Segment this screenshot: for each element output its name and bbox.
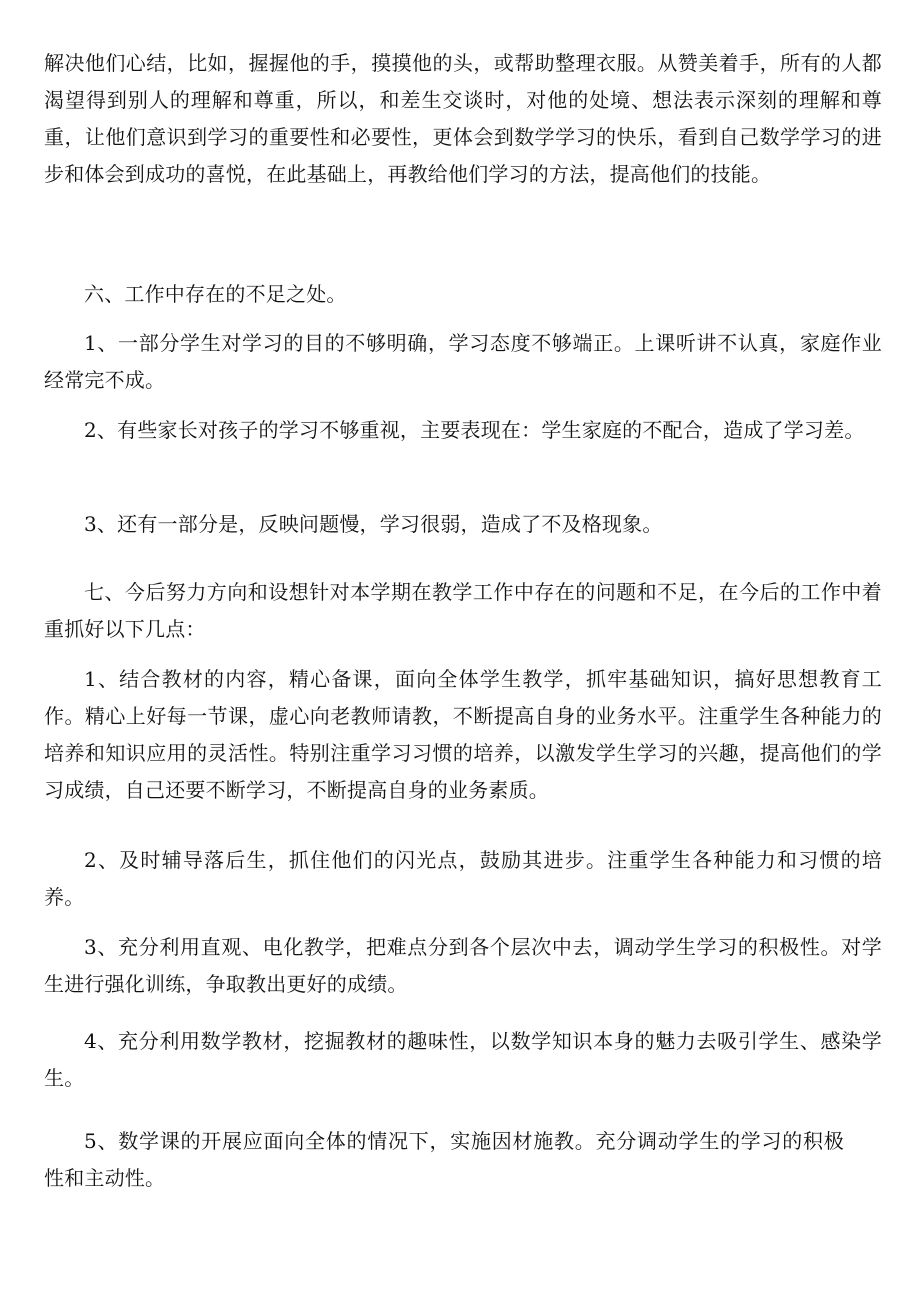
shortcoming-item-3: 3、还有一部分是，反映问题慢，学习很弱，造成了不及格现象。 (84, 512, 663, 536)
future-plan-item-4: 4、充分利用数学教材，挖掘教材的趣味性，以数学知识本身的魅力去吸引学生、感染学生。 (44, 1029, 882, 1090)
future-plan-item-2: 2、及时辅导落后生，抓住他们的闪光点，鼓励其进步。注重学生各种能力和习惯的培养。 (44, 848, 882, 909)
section-heading-shortcomings: 六、工作中存在的不足之处。 (84, 282, 347, 306)
section-heading-future-plans: 七、今后努力方向和设想针对本学期在教学工作中存在的问题和不足，在今后的工作中着重抓好以下几点： (44, 580, 882, 641)
shortcoming-item-2: 2、有些家长对孩子的学习不够重视，主要表现在：学生家庭的不配合，造成了学习差。 (84, 418, 865, 442)
shortcoming-item-1: 1、一部分学生对学习的目的不够明确，学习态度不够端正。上课听讲不认真，家庭作业经常完不成。 (44, 331, 882, 392)
paragraph-student-communication: 解决他们心结，比如，握握他的手，摸摸他的头，或帮助整理衣服。从赞美着手，所有的人都渴望得到别人的理解和尊重，所以，和差生交谈时，对他的处境、想法表示深刻的理解和尊重，让他们意识到学习的重要性和必要性，更体会到数学学习的快乐，看到自己数学学习的进步和体会到成功的喜悦，在此基础上，再教给他们学习的方法，提高他们的技能。 (44, 51, 882, 186)
future-plan-item-1: 1、结合教材的内容，精心备课，面向全体学生教学，抓牢基础知识，搞好思想教育工作。精心上好每一节课，虚心向老教师请教，不断提高自身的业务水平。注重学生各种能力的培养和知识应用的灵活性。特别注重学习习惯的培养，以激发学生学习的兴趣，提高他们的学习成绩，自己还要不断学习，不断提高自身的业务素质。 (44, 667, 882, 802)
future-plan-item-3: 3、充分利用直观、电化教学，把难点分到各个层次中去，调动学生学习的积极性。对学生进行强化训练，争取教出更好的成绩。 (44, 935, 882, 996)
future-plan-item-5: 5、数学课的开展应面向全体的情况下，实施因材施教。充分调动学生的学习的积极性和主动性。 (44, 1129, 844, 1190)
